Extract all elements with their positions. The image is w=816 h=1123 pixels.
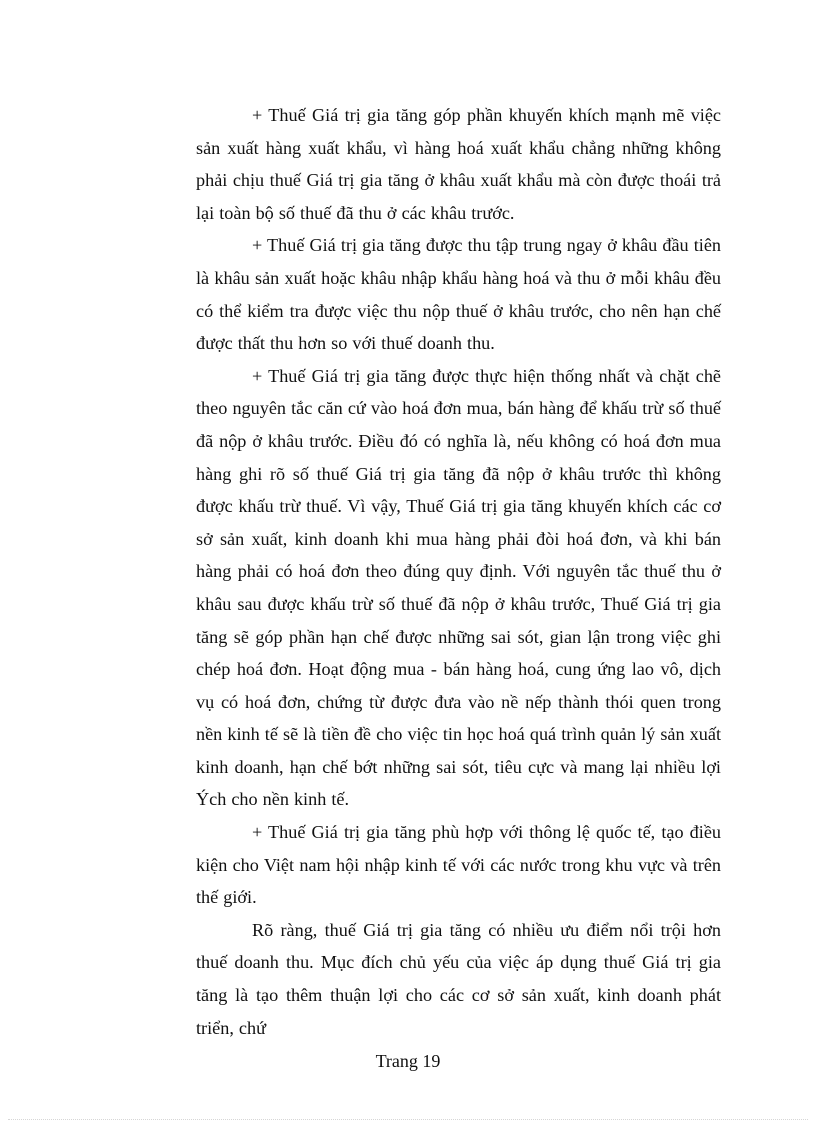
- paragraph-vat-advantages: Rõ ràng, thuế Giá trị gia tăng có nhiều ưu điểm nổi trội hơn thuế doanh thu. Mục đích chủ yếu của việc áp dụng thuế Giá trị gia tăng là tạo thêm thuận lợi cho các cơ sở sản xuất, kinh doanh phát triển, chứ: [196, 919, 721, 1038]
- page-number: Trang 19: [375, 1051, 441, 1071]
- body-text: [196, 99, 721, 1044]
- page-bottom-divider: [8, 1119, 808, 1120]
- paragraph-vat-invoice-principle: + Thuế Giá trị gia tăng được thực hiện thống nhất và chặt chẽ theo nguyên tắc căn cứ vào hoá đơn mua, bán hàng để khấu trừ số thuế đã nộp ở khâu trước. Điều đó có nghĩa là, nếu không có hoá đơn mua hàng ghi rõ số thuế Giá trị gia tăng đã nộp ở khâu trước thì không được khấu trừ thuế. Vì vậy, Thuế Giá trị gia tăng khuyến khích các cơ sở sản xuất, kinh doanh khi mua hàng phải đòi hoá đơn, và khi bán hàng phải có hoá đơn theo đúng quy định. Với nguyên tắc thuế thu ở khâu sau được khấu trừ số thuế đã nộp ở khâu trước, Thuế Giá trị gia tăng sẽ góp phần hạn chế được những sai sót, gian lận trong việc ghi chép hoá đơn. Hoạt động mua - bán hàng hoá, cung ứng lao vô, dịch vụ có hoá đơn, chứng từ được đưa vào nề nếp thành thói quen trong nền kinh tế sẽ là tiền đề cho việc tin học hoá quá trình quản lý sản xuất kinh doanh, hạn chế bớt những sai sót, tiêu cực và mang lại nhiều lợi Ých cho nền kinh tế.: [196, 365, 721, 810]
- paragraph-vat-export-incentive: + Thuế Giá trị gia tăng góp phần khuyến khích mạnh mẽ việc sản xuất hàng xuất khẩu, vì hàng hoá xuất khẩu chẳng những không phải chịu thuế Giá trị gia tăng ở khâu xuất khẩu mà còn được thoái trả lại toàn bộ số thuế đã thu ở các khâu trước.: [196, 105, 721, 223]
- paragraph-vat-collection-stage: + Thuế Giá trị gia tăng được thu tập trung ngay ở khâu đầu tiên là khâu sản xuất hoặc khâu nhập khẩu hàng hoá và thu ở mỗi khâu đều có thể kiểm tra được việc thu nộp thuế ở khâu trước, cho nên hạn chế được thất thu hơn so với thuế doanh thu.: [196, 235, 721, 354]
- paragraph-vat-international-practice: + Thuế Giá trị gia tăng phù hợp với thông lệ quốc tế, tạo điều kiện cho Việt nam hội nhập kinh tế với các nước trong khu vực và trên thế giới.: [196, 822, 721, 908]
